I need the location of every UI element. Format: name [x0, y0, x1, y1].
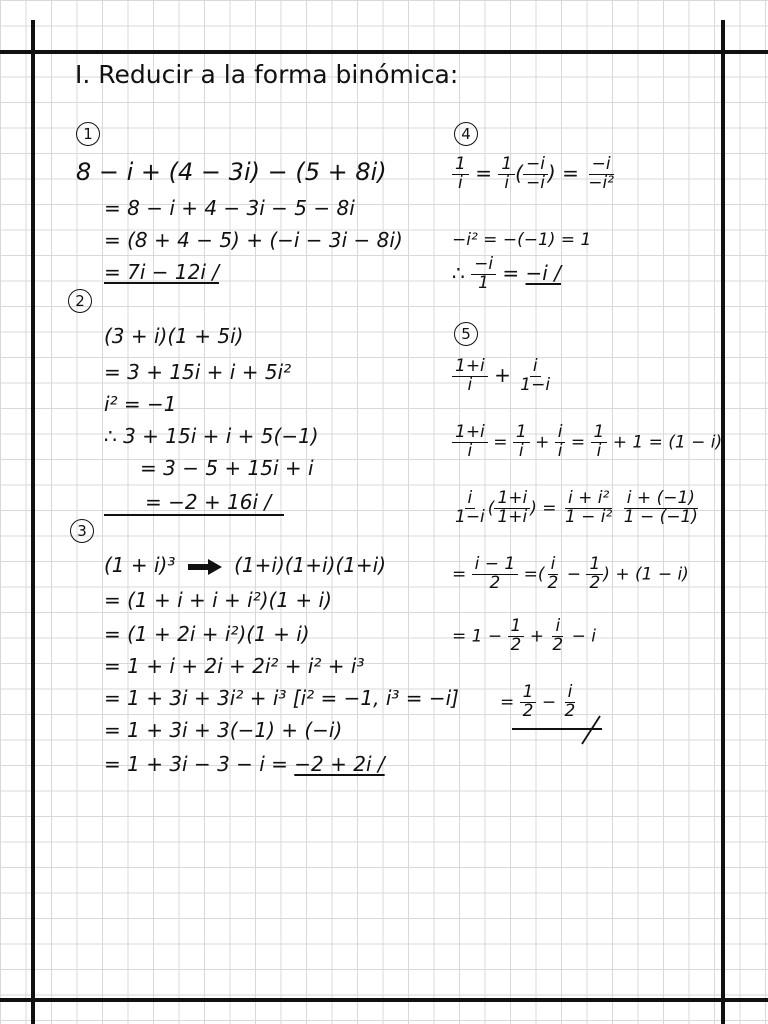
p5-equals-3: = — [542, 498, 557, 519]
p5-e5-lead: = 1 − — [452, 626, 503, 647]
p1-line-3: = (8 + 4 − 5) + (−i − 3i − 8i) — [104, 228, 403, 252]
p5-e1-frac-b: $\frac{i}{1-i}$ — [520, 356, 551, 395]
p2-line-3: i² = −1 — [104, 392, 177, 416]
p5-plus-1: + — [494, 362, 511, 387]
bottom-border-line — [0, 998, 768, 1002]
p5-equals-4b: = — [523, 564, 538, 585]
right-arrow-icon — [188, 559, 222, 575]
p5-line-6 — [500, 684, 578, 721]
p3-result: −2 + 2i / — [294, 752, 385, 776]
p5-e4-paren-close: ) — [603, 564, 610, 585]
p5-e5-frac-b: $\frac{i}{2}$ — [552, 616, 564, 655]
p5-e3-frac-c: $\frac{\text{i + i²}}{\text{1 − i²}}$ — [564, 488, 613, 527]
p1-result: = 7i − 12i / — [104, 260, 219, 284]
p5-plus-2: + — [535, 432, 550, 453]
p5-e2-frac-a: $\frac{1+i}{i}$ — [452, 424, 488, 461]
p4-frac-1: $\frac{1}{i}$ — [452, 156, 469, 193]
p4-frac-4: $\frac{-i}{\text{−i²}}$ — [588, 154, 615, 193]
p5-e4-tail: + (1 − i) — [615, 564, 689, 585]
p5-line-5 — [452, 618, 596, 655]
p3-line-7 — [104, 752, 385, 776]
p5-equals-4a: = — [452, 564, 467, 585]
p4-result: −i / — [525, 260, 561, 285]
problem-1-badge: 1 — [76, 122, 100, 146]
top-border-line — [0, 50, 768, 54]
p5-e2-tail: + 1 = (1 − i) — [612, 432, 723, 453]
p5-e3-frac-b: $\frac{1+i}{1+i}$ — [494, 490, 530, 527]
problem-4-badge: 4 — [454, 122, 478, 146]
p4-frac-2: $\frac{1}{i}$ — [498, 156, 515, 193]
problem-3-badge: 3 — [70, 519, 94, 543]
p5-e3-frac-a: $\frac{i}{1-i}$ — [455, 488, 485, 527]
p4-equals-1: = — [475, 160, 492, 185]
p4-equals-3: = — [502, 260, 520, 285]
page-title: I. Reducir a la forma binómica: — [75, 60, 459, 89]
p3-line-5: = 1 + 3i + 3i² + i³ [i² = −1, i³ = −i] — [104, 686, 459, 710]
p5-equals-6: = — [500, 692, 515, 713]
p5-line-3 — [452, 490, 701, 527]
left-border-line — [31, 20, 35, 1024]
p5-e6-frac-a: $\frac{1}{2}$ — [520, 684, 537, 721]
p2-separator-line — [104, 514, 284, 516]
p1-line-1: 8 − i + (4 − 3i) − (5 + 8i) — [76, 158, 387, 186]
p4-equals-2: = — [562, 160, 579, 185]
p2-result: = −2 + 16i / — [145, 490, 272, 514]
p2-line-1: (3 + i)(1 + 5i) — [104, 324, 244, 348]
p5-e2-frac-b: $\frac{1}{i}$ — [513, 424, 530, 461]
p5-equals-2b: = — [570, 432, 586, 453]
p2-line-2: = 3 + 15i + i + 5i² — [104, 360, 292, 384]
p5-e4-minus: − — [561, 564, 587, 585]
p5-e6-frac-b: $\frac{i}{2}$ — [564, 682, 576, 721]
p5-e3-paren-close: ) — [530, 498, 537, 519]
p5-e2-frac-d: $\frac{1}{i}$ — [591, 424, 608, 461]
p4-therefore: ∴ — [452, 260, 465, 285]
p5-e3-paren-open: ( — [487, 498, 495, 519]
p3-line-6: = 1 + 3i + 3(−1) + (−i) — [104, 718, 343, 742]
p5-e1-frac-a: $\frac{1+i}{i}$ — [452, 358, 488, 395]
p5-e4-paren-open: ( — [537, 564, 545, 585]
p5-e5-tail: − i — [571, 626, 597, 647]
p5-plus-5: + — [529, 626, 545, 647]
p5-checkmark-slash-icon — [578, 714, 604, 746]
problem-5-badge: 5 — [454, 322, 478, 346]
p5-e5-frac-a: $\frac{1}{2}$ — [508, 618, 525, 655]
p3-line-2: = (1 + i + i + i²)(1 + i) — [104, 588, 332, 612]
p3-line-1 — [104, 553, 386, 577]
problem-2-badge: 2 — [68, 289, 92, 313]
p2-line-5: = 3 − 5 + 15i + i — [140, 456, 314, 480]
p3-line-4: = 1 + i + 2i + 2i² + i² + i³ — [104, 654, 365, 678]
p5-e3-frac-d: $\frac{i + (-1)}{1 - (-1)}$ — [623, 488, 698, 527]
p5-line-1 — [452, 358, 553, 395]
p5-line-4 — [452, 556, 689, 593]
p4-paren-open: ( — [515, 160, 523, 185]
p4-line-2: −i² = −(−1) = 1 — [452, 230, 592, 250]
p5-equals-2a: = — [493, 432, 508, 453]
p5-e4-frac-a: $\frac{i - 1}{2}$ — [472, 556, 519, 593]
p2-line-4: ∴ 3 + 15i + i + 5(−1) — [104, 424, 319, 448]
p5-line-2 — [452, 424, 722, 461]
p3-line-7-lead: = 1 + 3i − 3 − i = — [104, 752, 295, 776]
p4-paren-close: ) — [547, 160, 556, 185]
p5-e2-frac-c: $\frac{i}{i}$ — [555, 424, 566, 461]
p1-line-2: = 8 − i + 4 − 3i − 5 − 8i — [104, 196, 355, 220]
p3-line-3: = (1 + 2i + i²)(1 + i) — [104, 622, 310, 646]
p4-frac-5: $\frac{-i}{1}$ — [471, 256, 496, 293]
p5-e4-frac-b: $\frac{i}{2}$ — [547, 554, 559, 593]
p3-cube: (1 + i)³ — [104, 553, 176, 577]
p4-frac-3: $\frac{-i}{-i}$ — [523, 156, 548, 193]
p5-e4-frac-c: $\frac{1}{2}$ — [586, 556, 603, 593]
right-border-line — [721, 20, 725, 1024]
p3-expansion: (1+i)(1+i)(1+i) — [234, 553, 387, 577]
p4-line-3 — [452, 256, 561, 293]
p4-line-1 — [452, 156, 617, 193]
p5-e6-minus: − — [541, 692, 557, 713]
